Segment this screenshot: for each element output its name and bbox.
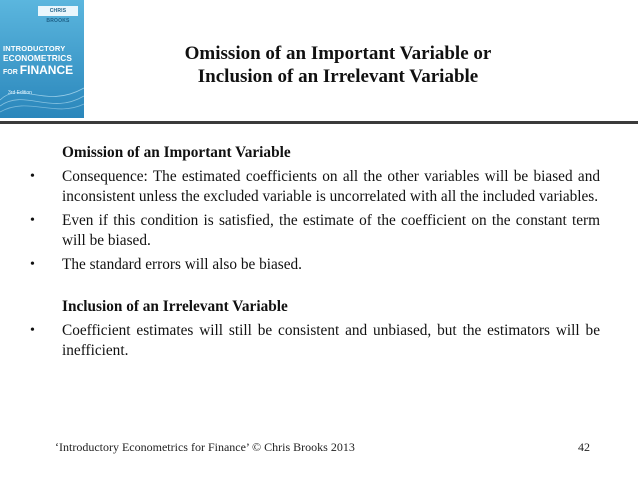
bullet-icon: • — [30, 169, 35, 184]
book-cover-author: CHRIS BROOKS — [38, 6, 78, 16]
bullet-list-omission — [30, 167, 600, 275]
section-spacer — [30, 279, 600, 297]
book-cover-swirl-graphic — [0, 70, 84, 118]
slide-title — [118, 42, 558, 88]
bullet-icon: • — [30, 323, 35, 338]
bullet-icon: • — [30, 257, 35, 272]
section-heading-omission: Omission of an Important Variable — [62, 144, 291, 161]
book-cover-image — [0, 0, 84, 118]
book-cover-title-finance: FINANCE — [19, 63, 74, 77]
section-heading-inclusion: Inclusion of an Irrelevant Variable — [62, 298, 288, 315]
bullet-text: The standard errors will also be biased. — [62, 256, 302, 273]
bullet-item — [30, 167, 600, 207]
bullet-text: Even if this condition is satisfied, the estimate of the coefficient on the constant term will be biased. — [62, 212, 600, 249]
slide-title-line2: Inclusion of an Irrelevant Variable — [197, 66, 479, 87]
bullet-text: Consequence: The estimated coefficients on all the other variables will be biased and inconsistent unless the excluded variable is uncorrelated with all the included variables. — [62, 168, 600, 205]
book-cover-title-for: FOR — [3, 69, 18, 76]
book-cover-title-line2: ECONOMETRICS — [3, 53, 72, 63]
footer-credit: ‘Introductory Econometrics for Finance’ © Chris Brooks 2013 — [55, 440, 355, 454]
bullet-list-inclusion — [30, 321, 600, 361]
slide-title-line1: Omission of an Important Variable or — [184, 43, 492, 64]
bullet-item — [30, 255, 600, 275]
bullet-icon: • — [30, 213, 35, 228]
book-cover-title-line1: INTRODUCTORY — [3, 44, 66, 53]
bullet-item — [30, 321, 600, 361]
header-divider — [0, 121, 638, 124]
slide-content — [30, 143, 600, 365]
book-cover-edition: 3rd Edition — [8, 90, 32, 96]
bullet-item — [30, 211, 600, 251]
bullet-text: Coefficient estimates will still be consistent and unbiased, but the estimators will be inefficient. — [62, 322, 600, 359]
page-number: 42 — [578, 440, 590, 454]
